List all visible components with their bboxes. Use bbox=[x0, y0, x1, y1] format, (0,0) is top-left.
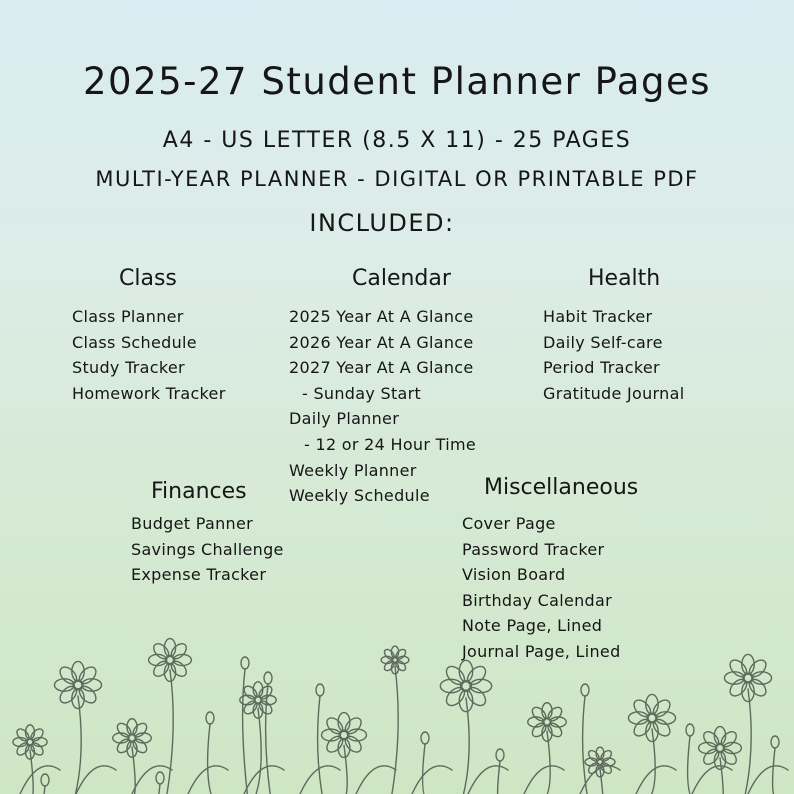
list-item: 2025 Year At A Glance bbox=[289, 307, 474, 326]
flower-stem bbox=[423, 744, 428, 794]
flower-petal bbox=[242, 684, 260, 702]
list-item: Study Tracker bbox=[72, 358, 185, 378]
flower-stem bbox=[773, 748, 778, 794]
flower-stem bbox=[340, 746, 347, 794]
list-item: Password Tracker bbox=[462, 539, 605, 559]
flower-petal bbox=[342, 733, 364, 755]
flower-stem bbox=[596, 769, 603, 794]
list-item: 2027 Year At A Glance bbox=[289, 358, 474, 378]
flower-petal bbox=[546, 705, 565, 724]
flower-petal bbox=[443, 663, 468, 688]
leaf-stroke bbox=[748, 766, 788, 794]
list-item: Daily Self-care bbox=[543, 332, 663, 352]
leaf-stroke bbox=[692, 766, 732, 794]
flower-petal bbox=[29, 727, 46, 744]
flower-petal bbox=[464, 684, 489, 709]
flower-stem bbox=[583, 696, 588, 794]
flower-stem bbox=[266, 684, 271, 794]
flower-stem bbox=[208, 724, 213, 794]
flower-stem bbox=[688, 736, 693, 794]
flower-petal bbox=[383, 659, 396, 672]
list-item: Cover Page bbox=[462, 514, 556, 533]
flower-petal bbox=[701, 746, 722, 767]
flower-stem bbox=[166, 670, 173, 794]
flower-stem bbox=[254, 709, 261, 794]
flower-petal bbox=[76, 664, 99, 687]
flower-bud bbox=[264, 672, 272, 684]
flower-petal bbox=[324, 733, 346, 755]
leaf-stroke bbox=[132, 766, 172, 794]
flower-petal bbox=[530, 705, 549, 724]
flower-stem bbox=[74, 696, 81, 794]
leaf-stroke bbox=[468, 766, 508, 794]
flower-petal bbox=[727, 657, 750, 680]
list-item: Weekly Schedule bbox=[289, 486, 430, 506]
flower-stem bbox=[744, 689, 751, 794]
flower-petal bbox=[650, 697, 673, 720]
flower-petal bbox=[324, 715, 346, 737]
class-heading: Class bbox=[119, 266, 177, 291]
flower-stem bbox=[158, 784, 163, 794]
flower-petal bbox=[115, 737, 134, 756]
list-item: Daily Planner bbox=[289, 409, 400, 429]
finances-heading: Finances bbox=[151, 479, 247, 504]
flower-stem bbox=[43, 786, 48, 794]
flower-petal bbox=[151, 658, 172, 679]
flower-petal bbox=[15, 741, 32, 758]
calendar-list bbox=[289, 304, 476, 509]
flower-petal bbox=[57, 664, 80, 687]
flower-petal bbox=[168, 658, 189, 679]
flower-petal bbox=[394, 648, 407, 661]
flower-bud bbox=[206, 712, 214, 724]
leaf-stroke bbox=[244, 766, 284, 794]
flower-bud bbox=[686, 724, 694, 736]
flower-petal bbox=[57, 683, 80, 706]
flower-stem bbox=[391, 667, 398, 794]
leaf-stroke bbox=[524, 766, 564, 794]
cosmos-flowers-illustration-icon bbox=[0, 630, 794, 794]
flower-petal bbox=[257, 684, 275, 702]
health-heading: Health bbox=[588, 266, 661, 291]
list-item: Savings Challenge bbox=[131, 539, 284, 559]
flower-petal bbox=[718, 746, 739, 767]
flower-stem bbox=[648, 729, 655, 794]
flower-bud bbox=[581, 684, 589, 696]
list-item: - 12 or 24 Hour Time bbox=[304, 434, 476, 454]
flower-petal bbox=[718, 729, 739, 750]
included-label: INCLUDED: bbox=[309, 209, 455, 237]
list-item: Journal Page, Lined bbox=[462, 641, 621, 661]
flower-bud bbox=[316, 684, 324, 696]
flower-bud bbox=[156, 772, 164, 784]
flower-petal bbox=[701, 729, 722, 750]
flower-bud bbox=[421, 732, 429, 744]
list-item: Class Schedule bbox=[72, 332, 197, 352]
flower-petal bbox=[746, 657, 769, 680]
format-subtitle: A4 - US LETTER (8.5 X 11) - 25 PAGES bbox=[162, 128, 632, 153]
list-item: Habit Tracker bbox=[543, 307, 653, 326]
list-item: Homework Tracker bbox=[72, 383, 226, 403]
flower-stem bbox=[128, 747, 135, 794]
flower-petal bbox=[530, 721, 549, 740]
flower-petal bbox=[631, 697, 654, 720]
list-item: Class Planner bbox=[72, 307, 184, 326]
calendar-heading: Calendar bbox=[352, 266, 451, 291]
miscellaneous-heading: Miscellaneous bbox=[484, 475, 639, 500]
flower-petal bbox=[650, 716, 673, 739]
flower-petal bbox=[76, 683, 99, 706]
flower-petal bbox=[464, 663, 489, 688]
flower-petal bbox=[342, 715, 364, 737]
flower-petal bbox=[443, 684, 468, 709]
list-item: Gratitude Journal bbox=[543, 383, 685, 403]
list-item: Budget Panner bbox=[131, 514, 253, 533]
flower-petal bbox=[131, 721, 150, 740]
flower-bud bbox=[771, 736, 779, 748]
finances-list bbox=[131, 511, 284, 588]
list-item: 2026 Year At A Glance bbox=[289, 332, 474, 352]
leaf-stroke bbox=[20, 766, 60, 794]
flower-petal bbox=[587, 749, 601, 763]
class-list bbox=[72, 304, 226, 406]
page-title: 2025-27 Student Planner Pages bbox=[82, 60, 712, 103]
flower-petal bbox=[746, 676, 769, 699]
flower-petal bbox=[383, 648, 396, 661]
flower-bud bbox=[496, 749, 504, 761]
flower-stem bbox=[318, 696, 323, 794]
flower-petal bbox=[115, 721, 134, 740]
list-item: Birthday Calendar bbox=[462, 590, 612, 610]
leaf-stroke bbox=[636, 766, 676, 794]
flower-petal bbox=[631, 716, 654, 739]
flower-petal bbox=[546, 721, 565, 740]
leaf-stroke bbox=[356, 766, 396, 794]
list-item: Period Tracker bbox=[543, 358, 660, 378]
list-item: Note Page, Lined bbox=[462, 616, 603, 636]
flower-petal bbox=[727, 676, 750, 699]
flower-petal bbox=[242, 699, 260, 717]
list-item: - Sunday Start bbox=[302, 383, 422, 403]
flower-bud bbox=[41, 774, 49, 786]
flower-petal bbox=[151, 641, 172, 662]
health-list bbox=[543, 304, 684, 406]
flower-petal bbox=[15, 727, 32, 744]
leaf-stroke bbox=[412, 766, 452, 794]
list-item: Expense Tracker bbox=[131, 565, 267, 585]
list-item: Vision Board bbox=[462, 565, 566, 585]
flower-stem bbox=[716, 758, 723, 794]
leaf-stroke bbox=[76, 766, 116, 794]
flower-stem bbox=[462, 698, 469, 794]
flower-bud bbox=[241, 657, 249, 669]
planner-type-subtitle: MULTI-YEAR PLANNER - DIGITAL OR PRINTABLE PDF bbox=[95, 167, 699, 191]
flower-petal bbox=[599, 749, 613, 763]
flower-petal bbox=[168, 641, 189, 662]
list-item: Weekly Planner bbox=[289, 460, 417, 480]
